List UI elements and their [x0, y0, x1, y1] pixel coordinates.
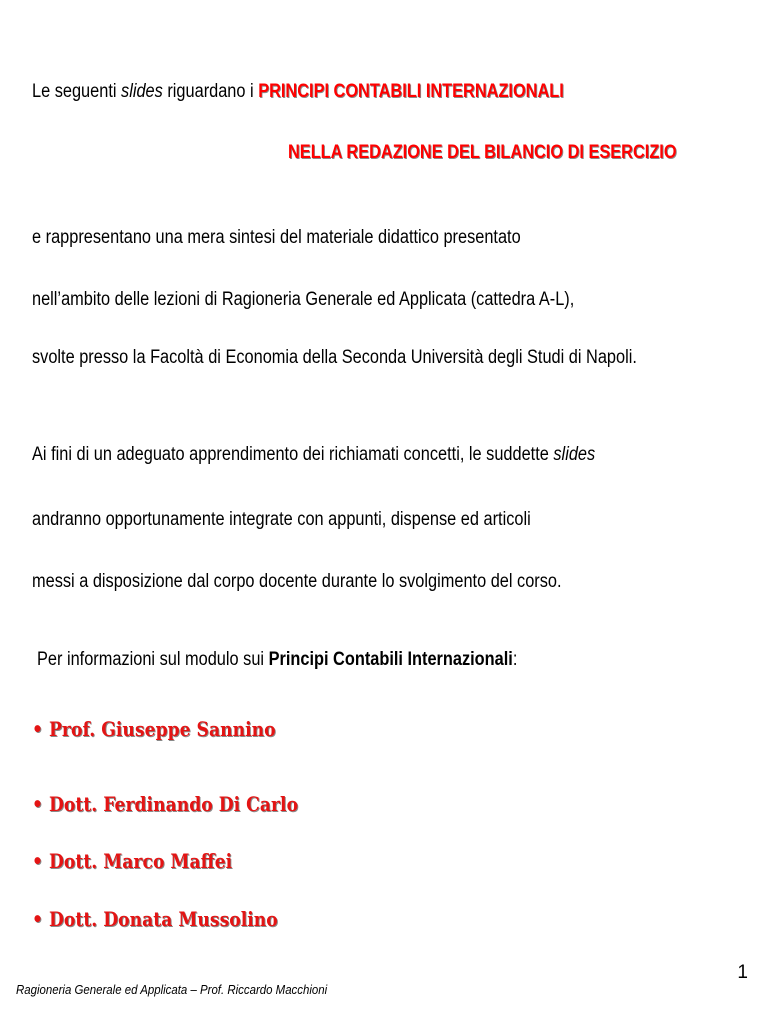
info-suffix: :	[512, 649, 518, 670]
contact-item-mussolino: • Dott. Donata Mussolino	[32, 907, 278, 931]
paragraph1-line-3: svolte presso la Facoltà di Economia della Seconda Università degli Studi di Napoli.	[32, 347, 637, 368]
intro-line	[32, 80, 564, 104]
contact-item-maffei: • Dott. Marco Maffei	[32, 849, 233, 873]
info-bold-topic: Principi Contabili Internazionali	[268, 649, 513, 670]
info-prefix: Per informazioni sul modulo sui	[37, 649, 269, 670]
paragraph2-line-1	[32, 443, 595, 467]
contact-item-sannino: • Prof. Giuseppe Sannino	[32, 717, 276, 741]
course-title-line-1: PRINCIPI CONTABILI INTERNAZIONALI	[258, 81, 564, 102]
intro-prefix: Le seguenti	[32, 81, 122, 102]
page-number: 1	[737, 962, 748, 983]
info-line	[37, 648, 517, 672]
paragraph1-line-2: nell’ambito delle lezioni di Ragioneria Generale ed Applicata (cattedra A-L),	[32, 289, 575, 310]
intro-suffix: riguardano i	[162, 81, 259, 102]
paragraph2-slides-word: slides	[553, 444, 596, 465]
paragraph1-line-1: e rappresentano una mera sintesi del materiale didattico presentato	[32, 227, 521, 248]
paragraph2-line-1-text: Ai fini di un adeguato apprendimento dei richiamati concetti, le suddette	[32, 444, 554, 465]
paragraph2-line-2: andranno opportunamente integrate con appunti, dispense ed articoli	[32, 509, 531, 530]
paragraph2-line-3: messi a disposizione dal corpo docente durante lo svolgimento del corso.	[32, 571, 562, 592]
intro-slides-word: slides	[121, 81, 163, 102]
course-title-line-2: NELLA REDAZIONE DEL BILANCIO DI ESERCIZIO	[288, 142, 677, 163]
footer-text: Ragioneria Generale ed Applicata – Prof. Riccardo Macchioni	[16, 982, 328, 997]
contact-item-di-carlo: • Dott. Ferdinando Di Carlo	[32, 792, 299, 816]
